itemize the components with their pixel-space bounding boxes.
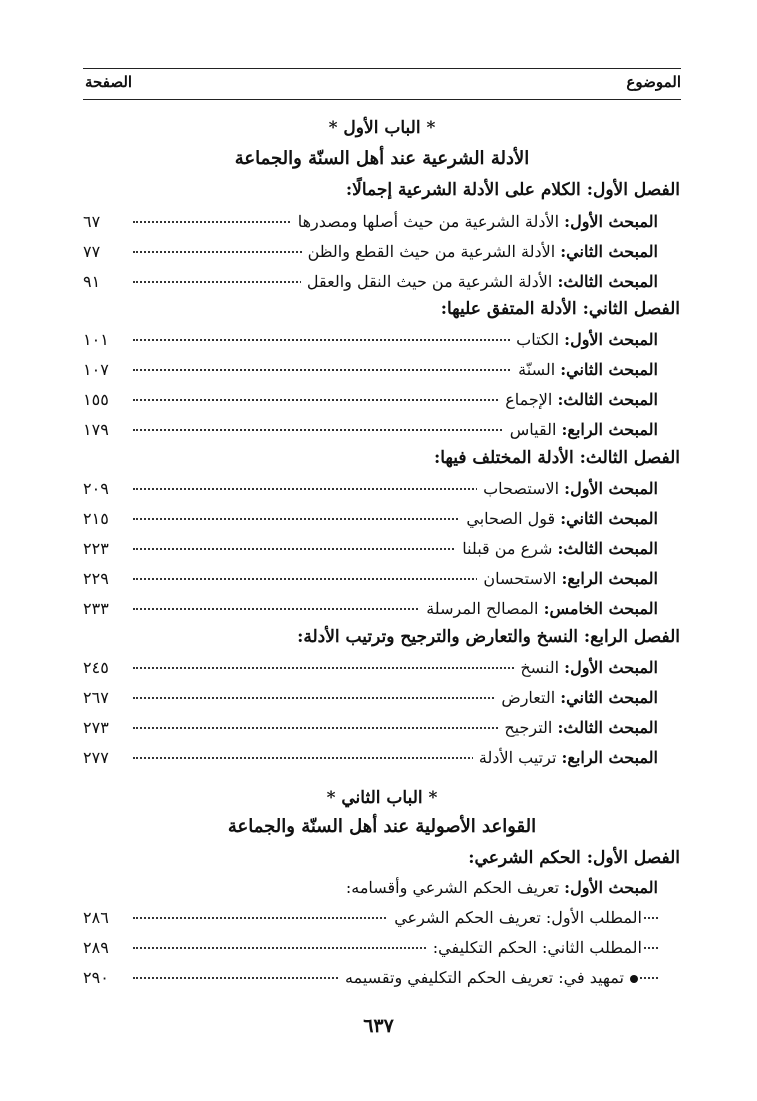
entry-text: النسخ [520,658,560,677]
entry-prefix: المبحث الأول: [564,212,658,231]
entry-page: ٢١٥ [83,509,109,528]
entry-text: الكتاب [516,330,560,349]
entry-text: المطلب الثاني: الحكم التكليفي: [432,938,642,957]
entry-prefix: المبحث الرابع: [561,420,658,439]
entry-text: الترجيح [504,718,553,737]
entry-page: ٩١ [83,272,101,291]
part1-title: الأدلة الشرعية عند أهل السنّة والجماعة [234,148,530,169]
entry-page: ٢٩٠ [83,968,109,987]
entry-page: ٢٢٣ [83,539,109,558]
entry-page: ٢٤٥ [83,658,109,677]
entry-page: ١٧٩ [83,420,109,439]
toc-row [83,238,658,268]
entry-text: التعارض [501,688,556,707]
entry-page: ٢٧٧ [83,748,109,767]
toc-header [83,68,681,100]
entry-prefix: المبحث الثاني: [560,509,658,528]
toc-row [83,356,658,386]
entry-text: الاستحسان [483,569,557,588]
entry-text: المطلب الأول: تعريف الحكم الشرعي [394,908,642,927]
entry-text: السنّة [518,360,556,379]
entry-prefix: المبحث الأول: [564,878,658,897]
entry-prefix: المبحث الثالث: [557,718,658,737]
entry-page: ٢٧٣ [83,718,109,737]
entry-text: الإجماع [505,390,553,409]
part2-ch1-title: الفصل الأول: الحكم الشرعي: [468,848,680,868]
entry-page: ٢٣٣ [83,599,109,618]
toc-row [83,535,658,565]
toc-row [83,505,658,535]
toc-row [83,386,658,416]
entry-text: تمهيد في: تعريف الحكم التكليفي وتقسيمه [345,968,624,987]
entry-text: ترتيب الأدلة [478,748,557,767]
entry-prefix: المبحث الثالث: [557,272,658,291]
entry-text: المصالح المرسلة [426,599,539,618]
toc-row [83,714,658,744]
part2-heading: * الباب الثاني * [326,788,438,808]
toc-row [83,416,658,446]
entry-prefix: المبحث الثالث: [557,390,658,409]
part1-ch3-title: الفصل الثالث: الأدلة المختلف فيها: [433,448,680,468]
part1-ch4-title: الفصل الرابع: النسخ والتعارض والترجيح وترتيب الأدلة: [297,627,680,647]
toc-row [83,268,658,298]
entry-prefix: المبحث الثاني: [560,242,658,261]
entry-page: ٢٨٩ [83,938,109,957]
entry-page: ٢٢٩ [83,569,109,588]
entry-page: ١٠١ [83,330,109,349]
page-number: ٦٣٧ [363,1015,394,1037]
part1-ch1-title: الفصل الأول: الكلام على الأدلة الشرعية إجمالًا: [345,180,680,200]
entry-text: القياس [509,420,557,439]
entry-prefix: المبحث الأول: [564,658,658,677]
entry-prefix: المبحث الخامس: [543,599,658,618]
header-page: الصفحة [85,73,133,91]
toc-row [83,326,658,356]
entry-prefix: المبحث الأول: [564,330,658,349]
entry-prefix: المبحث الثالث: [557,539,658,558]
entry-prefix: المبحث الأول: [564,479,658,498]
entry-prefix: المبحث الثاني: [560,360,658,379]
entry-text: الاستصحاب [483,479,560,498]
part1-heading: * الباب الأول * [328,118,436,138]
bullet-icon [630,975,638,983]
entry-prefix: المبحث الثاني: [560,688,658,707]
entry-page: ١٥٥ [83,390,109,409]
entry-text: الأدلة الشرعية من حيث أصلها ومصدرها [297,212,560,231]
toc-row [83,595,658,625]
toc-row [83,934,658,964]
part1-ch2-title: الفصل الثاني: الأدلة المتفق عليها: [440,299,680,319]
toc-row [83,565,658,595]
toc-row [83,744,658,774]
entry-page: ٢٦٧ [83,688,109,707]
toc-subheading-row [83,874,658,904]
toc-row [83,964,658,994]
toc-row [83,904,658,934]
toc-row [83,654,658,684]
entry-text: الأدلة الشرعية من حيث النقل والعقل [306,272,553,291]
entry-prefix: المبحث الرابع: [561,748,658,767]
entry-text: شرع من قبلنا [462,539,553,558]
header-topic: الموضوع [626,73,681,91]
entry-text: تعريف الحكم الشرعي وأقسامه: [345,878,560,897]
part2-title: القواعد الأصولية عند أهل السنّة والجماعة [227,816,537,837]
toc-row [83,475,658,505]
toc-row [83,684,658,714]
entry-page: ١٠٧ [83,360,109,379]
entry-page: ٢٨٦ [83,908,109,927]
toc-row [83,208,658,238]
entry-page: ٦٧ [83,212,101,231]
entry-page: ٢٠٩ [83,479,109,498]
entry-text: قول الصحابي [466,509,556,528]
entry-text: الأدلة الشرعية من حيث القطع والظن [307,242,556,261]
entry-page: ٧٧ [83,242,101,261]
entry-prefix: المبحث الرابع: [561,569,658,588]
